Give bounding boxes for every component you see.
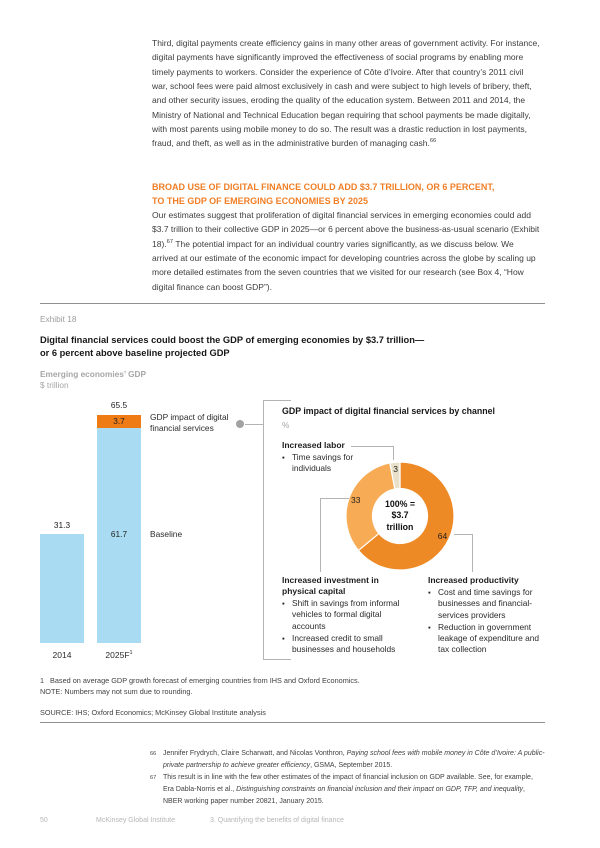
footnote-66-marker: 66 [150, 751, 157, 757]
callout-increased-investment: Increased investment in physical capital ▪ Shift in savings from informal vehicles to formal digital accounts ▪ Increased credit to small businesses and households [282, 575, 422, 656]
bar-category-2014: 2014 [52, 650, 72, 660]
section-heading: BROAD USE OF DIGITAL FINANCE COULD ADD $3.7 TRILLION, OR 6 PERCENT, TO THE GDP OF EMERGING ECONOMIES BY 2025 [152, 182, 495, 207]
footnote-ref-67: 67 [166, 238, 174, 245]
footnote-66 [150, 748, 545, 772]
bracket-vertical-line [263, 400, 264, 660]
bar-category-2025: $2025F^1$ [105, 650, 133, 660]
exhibit-title: Digital financial services could boost the GDP of emerging economies by $3.7 trillion— or 6 percent above baseline projected GDP [40, 335, 425, 358]
footer-chapter: 3. Quantifying the benefits of digital finance [210, 817, 344, 824]
connector-line [245, 424, 263, 425]
bracket-top-tick [264, 400, 291, 401]
exhibit-note: NOTE: Numbers may not sum due to rounding. [40, 687, 193, 696]
bar-total-2014: 31.3 [53, 520, 71, 530]
footnote-67-marker: 67 [150, 774, 157, 781]
page-number: 50 [40, 817, 48, 824]
labor-callout-line-h [351, 446, 393, 447]
bar-segment-2014-baseline [40, 534, 84, 643]
bar-total-2025: 65.5 [110, 400, 128, 410]
callout-increased-labor: Increased labor ▪ Time savings for individuals [282, 440, 372, 476]
legend-impact: GDP impact of digital financial services [150, 412, 229, 433]
exhibit-source: SOURCE: IHS; Oxford Economics; McKinsey Global Institute analysis [40, 708, 266, 717]
exhibit-top-rule [40, 303, 545, 304]
bar-segment-label-baseline: 61.7 [110, 529, 128, 539]
footnote-66-text: Jennifer Frydrych, Claire Scharwatt, and Nicolas Vonthron, Paying school fees with mobile money in Côte d’Ivoire: A public-private partnership to achieve greater efficiency, GSMA, September 2015. [163, 750, 545, 769]
paragraph-1: Third, digital payments create efficiency gains in many other areas of government activity. For instance, digital payments have significantly improved the effectiveness of social programs by enabling more timely payments to workers. Consider the experience of Côte d’Ivoire. After that country’s 2011 civil war, school fees were paid almost exclusively in cash and were subject to high levels of bribery, theft, and other security issues, eroding the quality of the education system. Between 2011 and 2014, the Ministry of National and Technical Education began requiring that school payments be made digitally, with most parents using mobile money to do so. The result was a drastic reduction in lost payments, fraud, and theft, as well as in the administrative burden of managing cash.$^{66}$ [152, 38, 540, 149]
bracket-bottom-tick [264, 659, 291, 660]
page-footnotes [150, 748, 545, 808]
donut-chart-title: GDP impact of digital financial services by channel [282, 406, 495, 416]
paragraph-2: Our estimates suggest that proliferation of digital financial services in emerging economies could add $3.7 trillion to their collective GDP in 2025—or 6 percent above the business-as-usual scenario (Exhibit 18).$^{67}$ The potential impact for an individual country varies significantly, as we discuss below. We arrived at our estimate of the economic impact for developing countries across the globe by scaling up more detailed estimates from the seven countries that we visited for our research (see Box 4, “How digital finance can boost GDP”). [152, 210, 540, 292]
labor-callout-line-v [393, 446, 394, 460]
footnote-67 [150, 772, 545, 808]
exhibit-bottom-rule [40, 722, 545, 723]
donut-value-label-2: 3 [393, 464, 398, 475]
bar-segment-label-impact: 3.7 [113, 416, 125, 426]
connector-dot [236, 420, 244, 428]
productivity-callout-line-h [454, 534, 473, 535]
legend-baseline: Baseline [150, 529, 183, 539]
footer-brand: McKinsey Global Institute [96, 817, 175, 824]
bar-chart-unit: $ trillion [40, 380, 69, 390]
callout-increased-productivity: Increased productivity ▪ Cost and time savings for businesses and financial-services providers ▪ Reduction in government leakage of expenditure and tax collection [428, 575, 558, 657]
productivity-callout-line-v [472, 534, 473, 572]
donut-value-label-0: 64 [437, 531, 448, 541]
investment-callout-line-h [320, 498, 349, 499]
bar-chart-subtitle: Emerging economies’ GDP [40, 369, 147, 379]
exhibit-footnote-1: 1 Based on average GDP growth forecast of emerging countries from IHS and Oxford Economics. [40, 676, 360, 685]
investment-callout-line-v [320, 498, 321, 572]
donut-center-label: 100% = $3.7 trillion [384, 499, 416, 532]
donut-chart-unit: % [282, 420, 290, 430]
footnote-ref-66: 66 [429, 138, 437, 145]
exhibit-eyebrow: Exhibit 18 [40, 314, 77, 324]
donut-value-label-1: 33 [351, 495, 361, 506]
footnote-67-text: This result is in line with the few other estimates of the impact of financial inclusion on GDP available. See, for example, Era Dabla-Norris et al., Distinguishing constraints on financial inclusion and their impact on GDP, TFP, and inequality, NBER working paper number 20821, January 2015. [163, 773, 533, 805]
